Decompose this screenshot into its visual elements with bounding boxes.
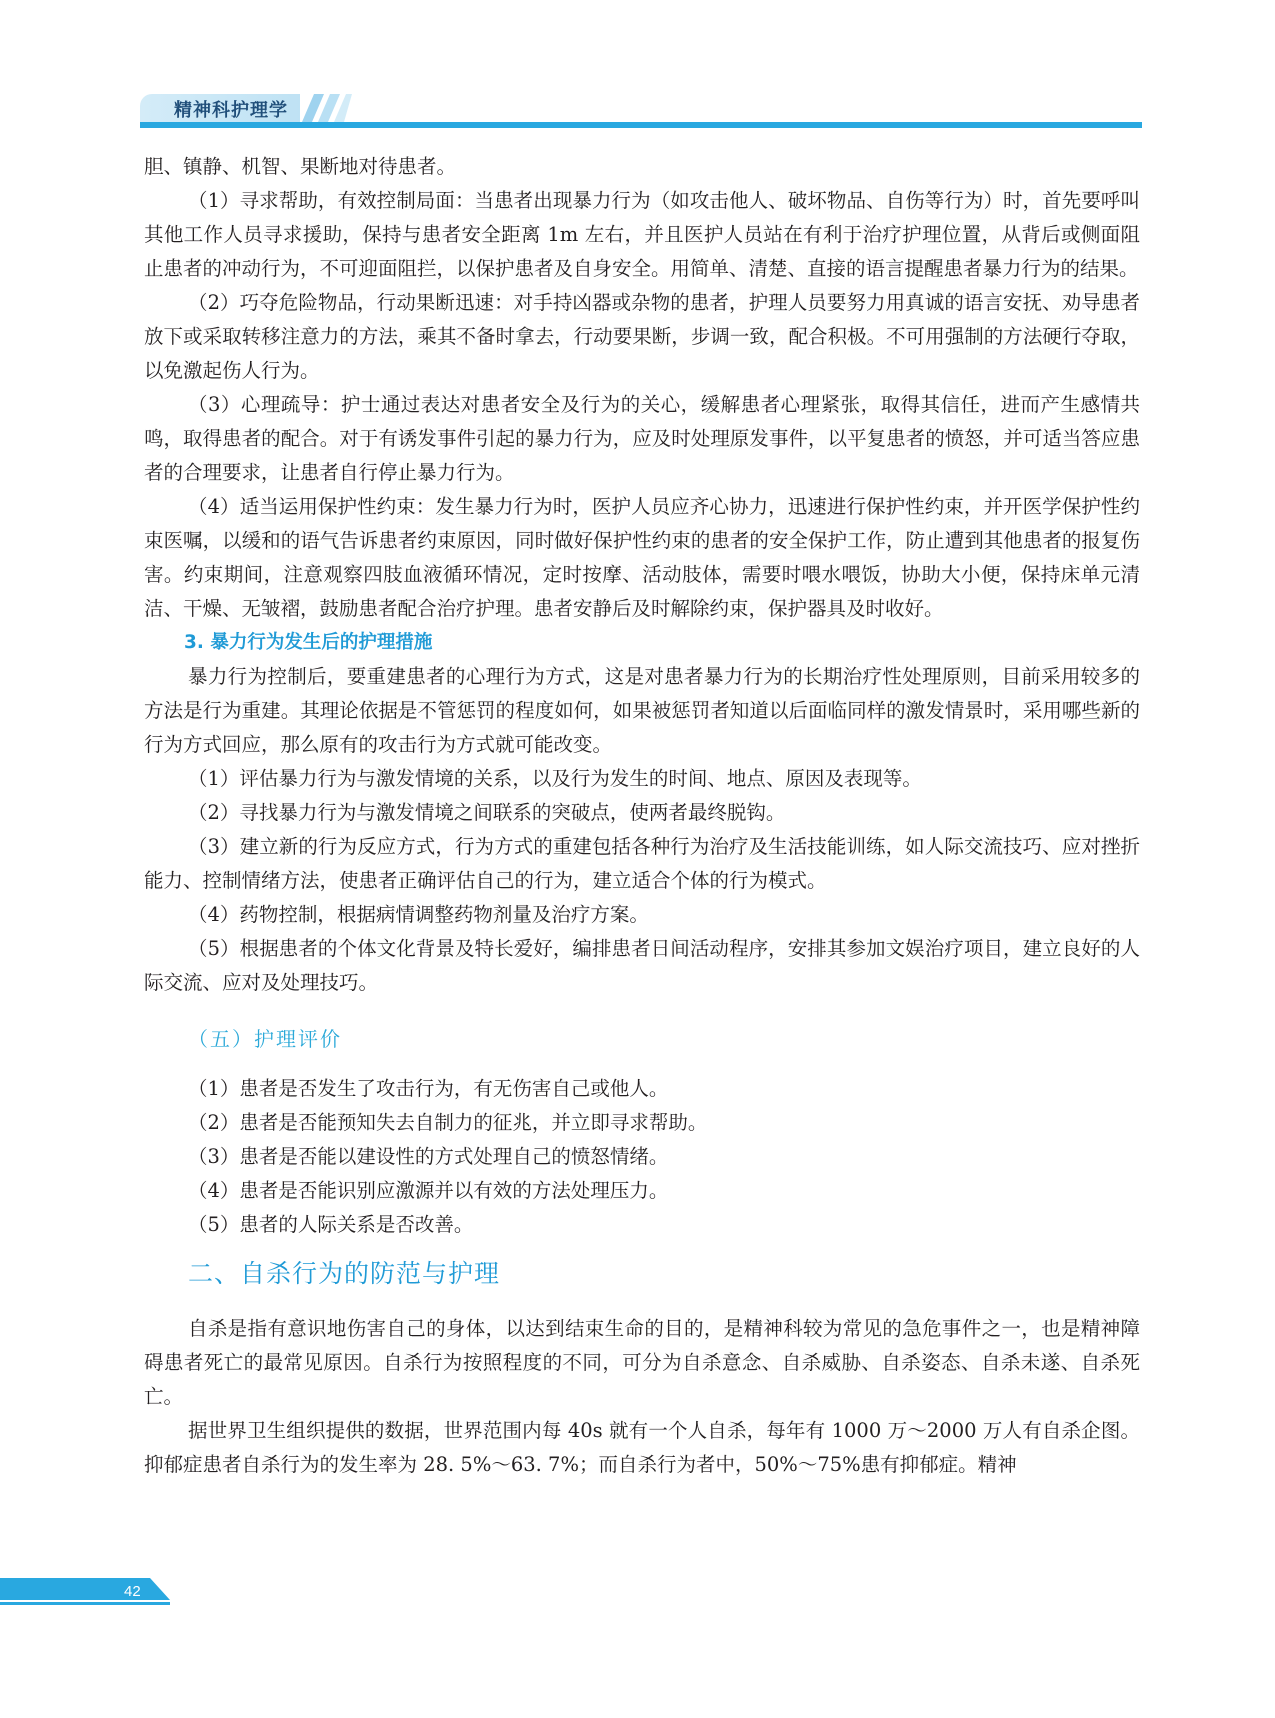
list-item: （2）寻找暴力行为与激发情境之间联系的突破点，使两者最终脱钩。	[188, 801, 786, 824]
list-item: （2）患者是否能预知失去自制力的征兆，并立即寻求帮助。	[188, 1111, 708, 1134]
list-item: （5）根据患者的个体文化背景及特长爱好，编排患者日间活动程序，安排其参加文娱治疗项目，建立良好的人际交流、应对及处理技巧。	[144, 937, 1140, 994]
paragraph: （1）寻求帮助，有效控制局面：当患者出现暴力行为（如攻击他人、破坏物品、自伤等行为）时，首先要呼叫其他工作人员寻求援助，保持与患者安全距离 1m 左右，并且医护人员站在有利于治疗护理位置，从背后或侧面阻止患者的冲动行为，不可迎面阻拦，以保护患者及自身安全。用简单、清楚、直接的语言提醒患者暴力行为的结果。	[144, 189, 1140, 280]
list-item: （1）患者是否发生了攻击行为，有无伤害自己或他人。	[188, 1077, 669, 1100]
list-item: （4）药物控制，根据病情调整药物剂量及治疗方案。	[188, 903, 649, 926]
header-stripes-icon	[292, 94, 352, 122]
page-footer	[0, 1578, 170, 1606]
paragraph: 自杀是指有意识地伤害自己的身体，以达到结束生命的目的，是精神科较为常见的急危事件之一，也是精神障碍患者死亡的最常见原因。自杀行为按照程度的不同，可分为自杀意念、自杀威胁、自杀姿态、自杀未遂、自杀死亡。	[144, 1317, 1140, 1408]
paragraph: 胆、镇静、机智、果断地对待患者。	[144, 155, 457, 178]
chapter-title: 二、自杀行为的防范与护理	[188, 1259, 501, 1288]
page-tab-shape	[0, 1578, 170, 1606]
book-title: 精神科护理学	[174, 100, 288, 121]
header-rule	[140, 122, 1142, 128]
subheading: 3. 暴力行为发生后的护理措施	[184, 632, 433, 653]
paragraph: （3）心理疏导：护士通过表达对患者安全及行为的关心，缓解患者心理紧张，取得其信任，进而产生感情共鸣，取得患者的配合。对于有诱发事件引起的暴力行为，应及时处理原发事件，以平复患者的愤怒，并可适当答应患者的合理要求，让患者自行停止暴力行为。	[144, 393, 1140, 484]
running-header	[140, 92, 1142, 132]
list-item: （4）患者是否能识别应激源并以有效的方法处理压力。	[188, 1179, 669, 1202]
page-body	[144, 150, 1140, 1482]
section-title: （五）护理评价	[188, 1027, 342, 1051]
list-item: （5）患者的人际关系是否改善。	[188, 1213, 474, 1236]
list-item: （3）建立新的行为反应方式，行为方式的重建包括各种行为治疗及生活技能训练，如人际交流技巧、应对挫折能力、控制情绪方法，使患者正确评估自己的行为，建立适合个体的行为模式。	[144, 835, 1140, 892]
list-item: （3）患者是否能以建设性的方式处理自己的愤怒情绪。	[188, 1145, 669, 1168]
paragraph: 据世界卫生组织提供的数据，世界范围内每 40s 就有一个人自杀，每年有 1000 万～2000 万人有自杀企图。抑郁症患者自杀行为的发生率为 28. 5%～63. 7%；而自杀行为者中，50%～75%患有抑郁症。精神	[144, 1419, 1140, 1476]
paragraph: （4）适当运用保护性约束：发生暴力行为时，医护人员应齐心协力，迅速进行保护性约束，并开医学保护性约束医嘱，以缓和的语气告诉患者约束原因，同时做好保护性约束的患者的安全保护工作，防止遭到其他患者的报复伤害。约束期间，注意观察四肢血液循环情况，定时按摩、活动肢体，需要时喂水喂饭，协助大小便，保持床单元清洁、干燥、无皱褶，鼓励患者配合治疗护理。患者安静后及时解除约束，保护器具及时收好。	[144, 495, 1140, 620]
page-number: 42	[124, 1583, 141, 1600]
paragraph: （2）巧夺危险物品，行动果断迅速：对手持凶器或杂物的患者，护理人员要努力用真诚的语言安抚、劝导患者放下或采取转移注意力的方法，乘其不备时拿去，行动要果断，步调一致，配合积极。不可用强制的方法硬行夺取，以免激起伤人行为。	[144, 291, 1140, 382]
list-item: （1）评估暴力行为与激发情境的关系，以及行为发生的时间、地点、原因及表现等。	[188, 767, 922, 790]
paragraph: 暴力行为控制后，要重建患者的心理行为方式，这是对患者暴力行为的长期治疗性处理原则，目前采用较多的方法是行为重建。其理论依据是不管惩罚的程度如何，如果被惩罚者知道以后面临同样的激发情景时，采用哪些新的行为方式回应，那么原有的攻击行为方式就可能改变。	[144, 665, 1140, 756]
